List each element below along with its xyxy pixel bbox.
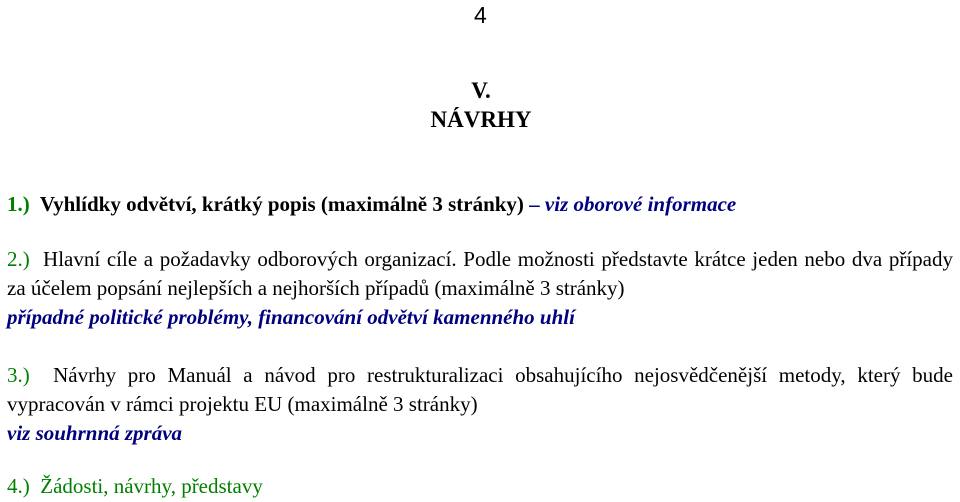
item-3-number: 3.)	[7, 363, 30, 387]
item-1-reference: viz oborové informace	[544, 192, 737, 216]
page-number: 4	[474, 2, 487, 28]
item-1-text: Vyhlídky odvětví, krátký popis (maximálně 3 stránky)	[39, 192, 524, 216]
item-3-text: Návrhy pro Manuál a návod pro restrukturalizaci obsahujícího nejosvědčenější metody, který bude vypracován v rámci projektu EU (maximálně 3 stránky)	[7, 363, 953, 416]
section-title: NÁVRHY	[430, 107, 532, 132]
item-2-number: 2.)	[7, 247, 30, 271]
item-2-reference: případné politické problémy, financování odvětví kamenného uhlí	[7, 305, 575, 329]
item-2-text: Hlavní cíle a požadavky odborových organizací. Podle možnosti představte krátce jeden nebo dva případy za účelem popsání nejlepších a nejhorších případů (maximálně 3 stránky)	[7, 247, 953, 300]
list-item-1	[7, 190, 953, 219]
list-item-2	[7, 245, 953, 332]
item-1-dash: –	[529, 192, 540, 216]
section-roman-numeral: V.	[471, 78, 491, 103]
item-4-text: Žádosti, návrhy, představy	[40, 474, 263, 498]
item-4-number: 4.)	[7, 474, 30, 498]
item-3-reference: viz souhrnná zpráva	[7, 421, 183, 445]
list-item-4	[7, 472, 953, 501]
list-item-3	[7, 361, 953, 448]
item-1-number: 1.)	[7, 192, 30, 216]
